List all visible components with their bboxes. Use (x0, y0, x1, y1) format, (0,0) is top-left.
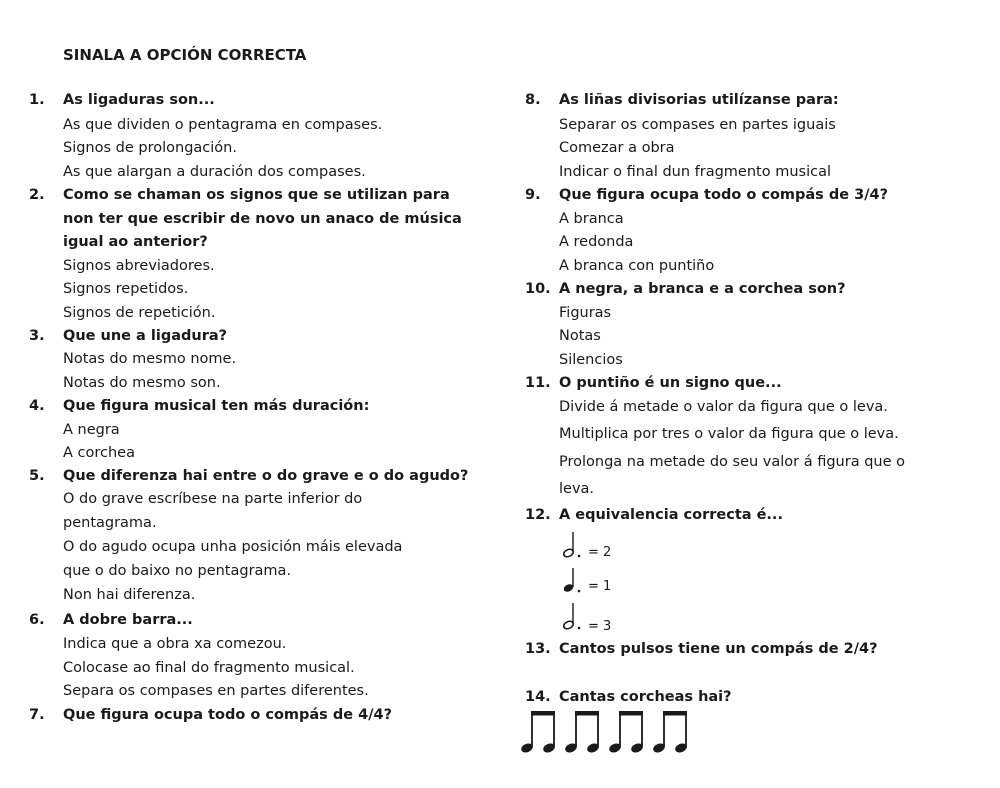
option[interactable]: O do agudo ocupa unha posición máis elevada (63, 539, 403, 555)
dotted-half-note-icon (561, 601, 587, 633)
question-11: 11. O puntiño é un signo que... (525, 375, 782, 391)
question-13: 13. Cantos pulsos tiene un compás de 2/4? (525, 641, 878, 657)
question-2: 2. Como se chaman os signos que se utilizan para (29, 187, 450, 203)
dotted-quarter-note-icon (561, 566, 587, 596)
equivalence-option[interactable]: = 1 (588, 579, 612, 594)
question-3: 3. Que une a ligadura? (29, 328, 228, 344)
question-14: 14. Cantas corcheas hai? (525, 689, 732, 705)
option[interactable]: A branca con puntiño (559, 258, 715, 274)
option[interactable]: A corchea (63, 445, 135, 461)
worksheet-title: SINALA A OPCIÓN CORRECTA (63, 46, 307, 64)
question-8: 8. As liñas divisorias utilízanse para: (525, 92, 839, 108)
option[interactable]: Non hai diferenza. (63, 587, 196, 603)
option[interactable]: Signos repetidos. (63, 281, 189, 297)
option[interactable]: A branca (559, 211, 624, 227)
option[interactable]: Notas do mesmo son. (63, 375, 221, 391)
option[interactable]: Signos abreviadores. (63, 258, 215, 274)
option[interactable]: Notas do mesmo nome. (63, 351, 237, 367)
option[interactable]: Indicar o final dun fragmento musical (559, 164, 831, 180)
question-9: 9. Que figura ocupa todo o compás de 3/4? (525, 187, 889, 203)
option-continuation[interactable]: pentagrama. (63, 515, 157, 531)
question-5: 5. Que diferenza hai entre o do grave e o do agudo? (29, 468, 469, 484)
equivalence-option[interactable]: = 3 (588, 619, 612, 634)
question-10: 10. A negra, a branca e a corchea son? (525, 281, 846, 297)
beamed-eighth-notes-icon (520, 709, 696, 759)
question-12: 12. A equivalencia correcta é... (525, 507, 783, 523)
question-6: 6. A dobre barra... (29, 612, 193, 628)
option[interactable]: Signos de prolongación. (63, 140, 237, 156)
question-7: 7. Que figura ocupa todo o compás de 4/4? (29, 707, 393, 723)
option[interactable]: Separar os compases en partes iguais (559, 117, 836, 133)
option[interactable]: Separa os compases en partes diferentes. (63, 683, 369, 699)
option[interactable]: Silencios (559, 352, 623, 368)
option[interactable]: A negra (63, 422, 120, 438)
option[interactable]: Notas (559, 328, 601, 344)
option[interactable]: Indica que a obra xa comezou. (63, 636, 287, 652)
option[interactable]: As que dividen o pentagrama en compases. (63, 117, 383, 133)
question-2-line-3: igual ao anterior? (63, 234, 208, 250)
option[interactable]: Comezar a obra (559, 140, 675, 156)
option[interactable]: Figuras (559, 305, 612, 321)
question-4: 4. Que figura musical ten más duración: (29, 398, 370, 414)
equivalence-option[interactable]: = 2 (588, 545, 612, 560)
option[interactable]: O do grave escríbese na parte inferior do (63, 491, 363, 507)
option-continuation[interactable]: leva. (559, 481, 595, 497)
option[interactable]: Colocase ao final do fragmento musical. (63, 660, 355, 676)
option[interactable]: Divide á metade o valor da figura que o leva. (559, 399, 888, 415)
option[interactable]: Prolonga na metade do seu valor á figura que o (559, 454, 905, 470)
dotted-half-note-icon (561, 530, 587, 560)
question-2-line-2: non ter que escribir de novo un anaco de música (63, 211, 462, 227)
option[interactable]: Signos de repetición. (63, 305, 216, 321)
option[interactable]: As que alargan a duración dos compases. (63, 164, 366, 180)
option[interactable]: Multiplica por tres o valor da figura que o leva. (559, 426, 899, 442)
option-continuation[interactable]: que o do baixo no pentagrama. (63, 563, 292, 579)
option[interactable]: A redonda (559, 234, 634, 250)
question-1: 1. As ligaduras son... (29, 92, 215, 108)
